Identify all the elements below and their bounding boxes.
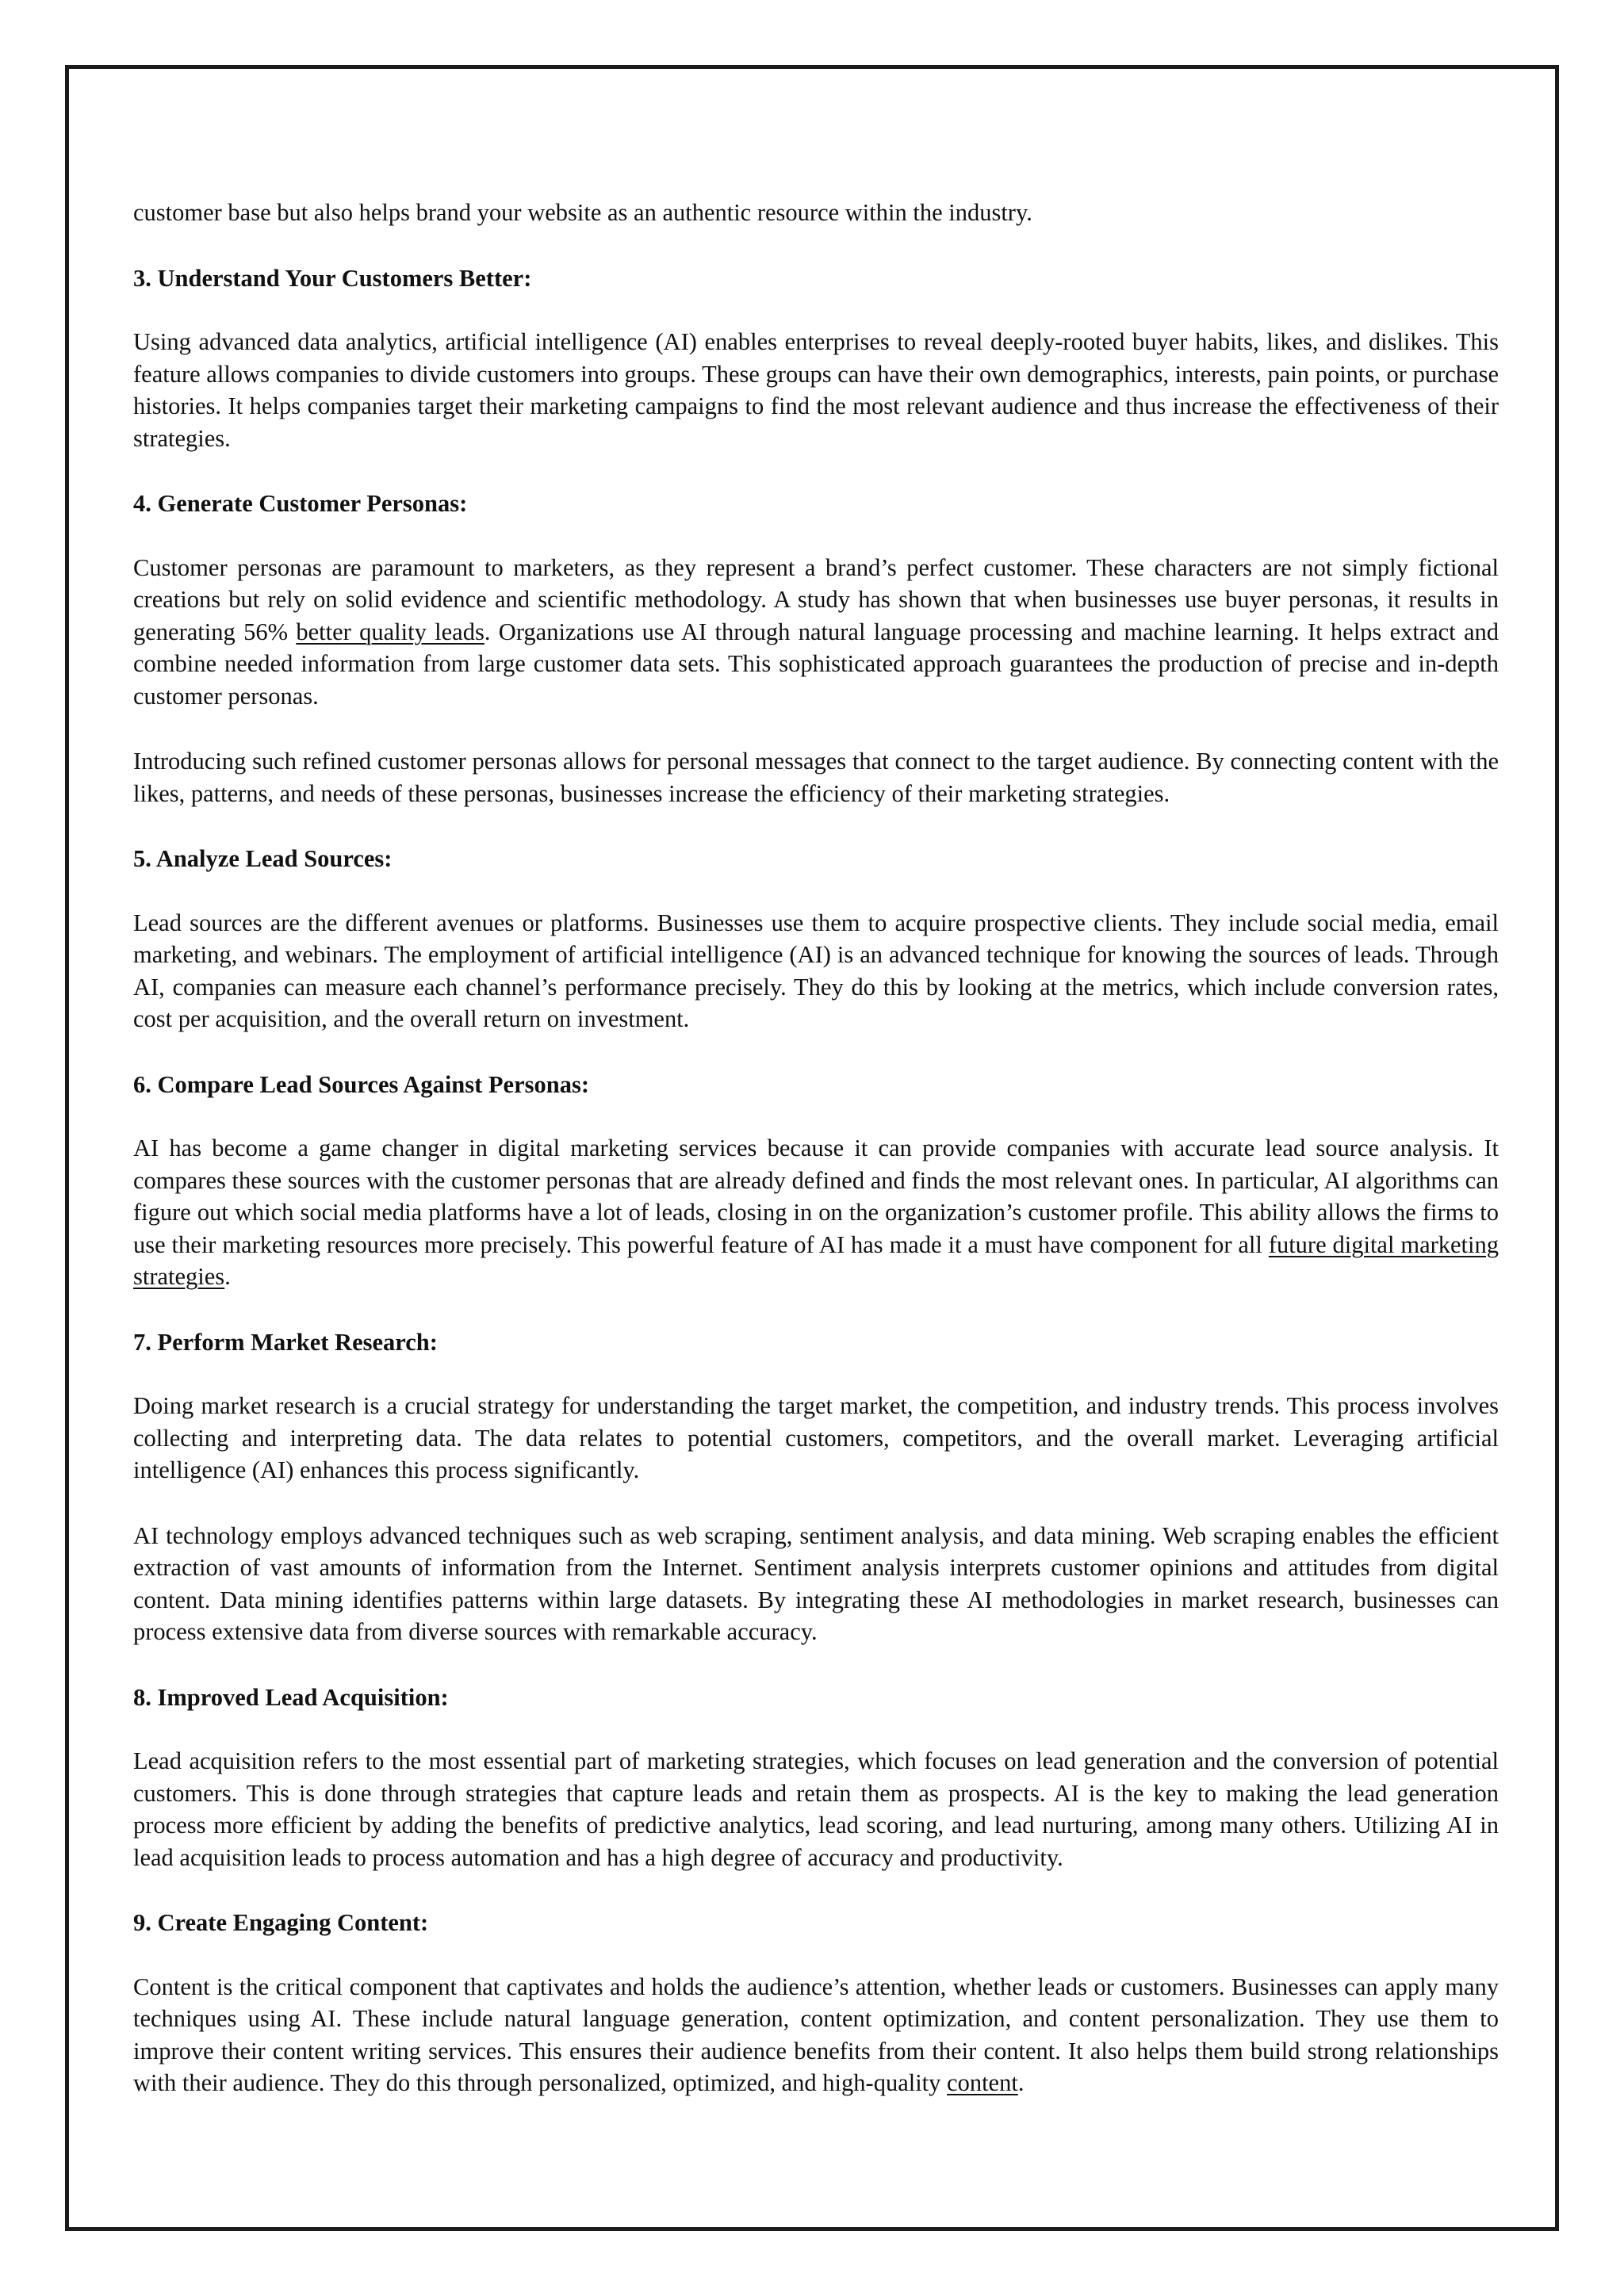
document-body bbox=[133, 197, 1499, 2133]
section-3-heading: 3. Understand Your Customers Better: bbox=[133, 264, 532, 292]
future-digital-marketing-strategies-link[interactable]: future digital marketing strategies bbox=[133, 1230, 1499, 1290]
section-5-heading: 5. Analyze Lead Sources: bbox=[133, 845, 393, 872]
section-7-paragraph-1: Doing market research is a crucial strategy for understanding the target market, the competition, and industry trends. This process involves collecting and interpreting data. The data relates to potential customers, competitors, and the overall market. Leveraging artificial intelligence (AI) enhances this process significantly. bbox=[133, 1392, 1499, 1483]
section-6-paragraph bbox=[133, 1132, 1499, 1293]
section-4-paragraph-1 bbox=[133, 552, 1499, 713]
section-9-text-b: . bbox=[1017, 2069, 1025, 2096]
section-5-paragraph: Lead sources are the different avenues or platforms. Businesses use them to acquire prospective clients. They include social media, email marketing, and webinars. The employment of artificial intelligence (AI) is an advanced technique for knowing the sources of leads. Through AI, companies can measure each channel’s performance precisely. They do this by looking at the metrics, which include conversion rates, cost per acquisition, and the overall return on investment. bbox=[133, 909, 1499, 1032]
section-8-paragraph: Lead acquisition refers to the most essential part of marketing strategies, which focuses on lead generation and the conversion of potential customers. This is done through strategies that capture leads and retain them as prospects. AI is the key to making the lead generation process more efficient by adding the benefits of predictive analytics, lead scoring, and lead nurturing, among many others. Utilizing AI in lead acquisition leads to process automation and has a high degree of accuracy and productivity. bbox=[133, 1747, 1499, 1871]
section-3-paragraph: Using advanced data analytics, artificial intelligence (AI) enables enterprises to reveal deeply-rooted buyer habits, likes, and dislikes. This feature allows companies to divide customers into groups. These groups can have their own demographics, interests, pain points, or purchase histories. It helps companies target their marketing campaigns to find the most relevant audience and thus increase the effectiveness of their strategies. bbox=[133, 328, 1499, 452]
section-6-heading: 6. Compare Lead Sources Against Personas: bbox=[133, 1070, 589, 1098]
section-7-paragraph-2: AI technology employs advanced techniques such as web scraping, sentiment analysis, and data mining. Web scraping enables the efficient extraction of vast amounts of information from the Internet. Sentiment analysis interprets customer opinions and attitudes from digital content. Data mining identifies patterns within large datasets. By integrating these AI methodologies in market research, businesses can process extensive data from diverse sources with remarkable accuracy. bbox=[133, 1521, 1499, 1645]
section-6-text-a: AI has become a game changer in digital marketing services because it can provide companies with accurate lead source analysis. It compares these sources with the customer personas that are already defined and finds the most relevant ones. In particular, AI algorithms can figure out which social media platforms have a lot of leads, closing in on the organization’s customer profile. This ability allows the firms to use their marketing resources more precisely. This powerful feature of AI has made it a must have component for all bbox=[133, 1135, 1499, 1258]
section-9-paragraph bbox=[133, 1971, 1499, 2099]
section-9-heading: 9. Create Engaging Content: bbox=[133, 1909, 429, 1936]
section-8-heading: 8. Improved Lead Acquisition: bbox=[133, 1683, 449, 1711]
section-7-heading: 7. Perform Market Research: bbox=[133, 1328, 438, 1356]
intro-paragraph: customer base but also helps brand your website as an authentic resource within the industry. bbox=[133, 199, 1032, 226]
section-4-text-b: . Organizations use AI through natural language processing and machine learning. It helps extract and combine needed information from large customer data sets. This sophisticated approach guarantees the production of precise and in-depth customer personas. bbox=[133, 618, 1500, 710]
content-link[interactable]: content bbox=[947, 2069, 1018, 2096]
section-4-text-a: Customer personas are paramount to marketers, as they represent a brand’s perfect customer. These characters are not simply fictional creations but rely on solid evidence and scientific methodology. A study has shown that when businesses use buyer personas, it results in generating 56% bbox=[133, 553, 1499, 645]
section-4-paragraph-2: Introducing such refined customer personas allows for personal messages that connect to the target audience. By connecting content with the likes, patterns, and needs of these personas, businesses increase the efficiency of their marketing strategies. bbox=[133, 748, 1499, 807]
section-9-text-a: Content is the critical component that captivates and holds the audience’s attention, whether leads or customers. Businesses can apply many techniques using AI. These include natural language generation, content optimization, and content personalization. They use them to improve their content writing services. This ensures their audience benefits from their content. It also helps them build strong relationships with their audience. They do this through personalized, optimized, and high-quality bbox=[133, 1973, 1499, 2096]
better-quality-leads-link[interactable]: better quality leads bbox=[296, 618, 485, 645]
section-6-text-b: . bbox=[224, 1263, 231, 1290]
section-4-heading: 4. Generate Customer Personas: bbox=[133, 490, 468, 517]
